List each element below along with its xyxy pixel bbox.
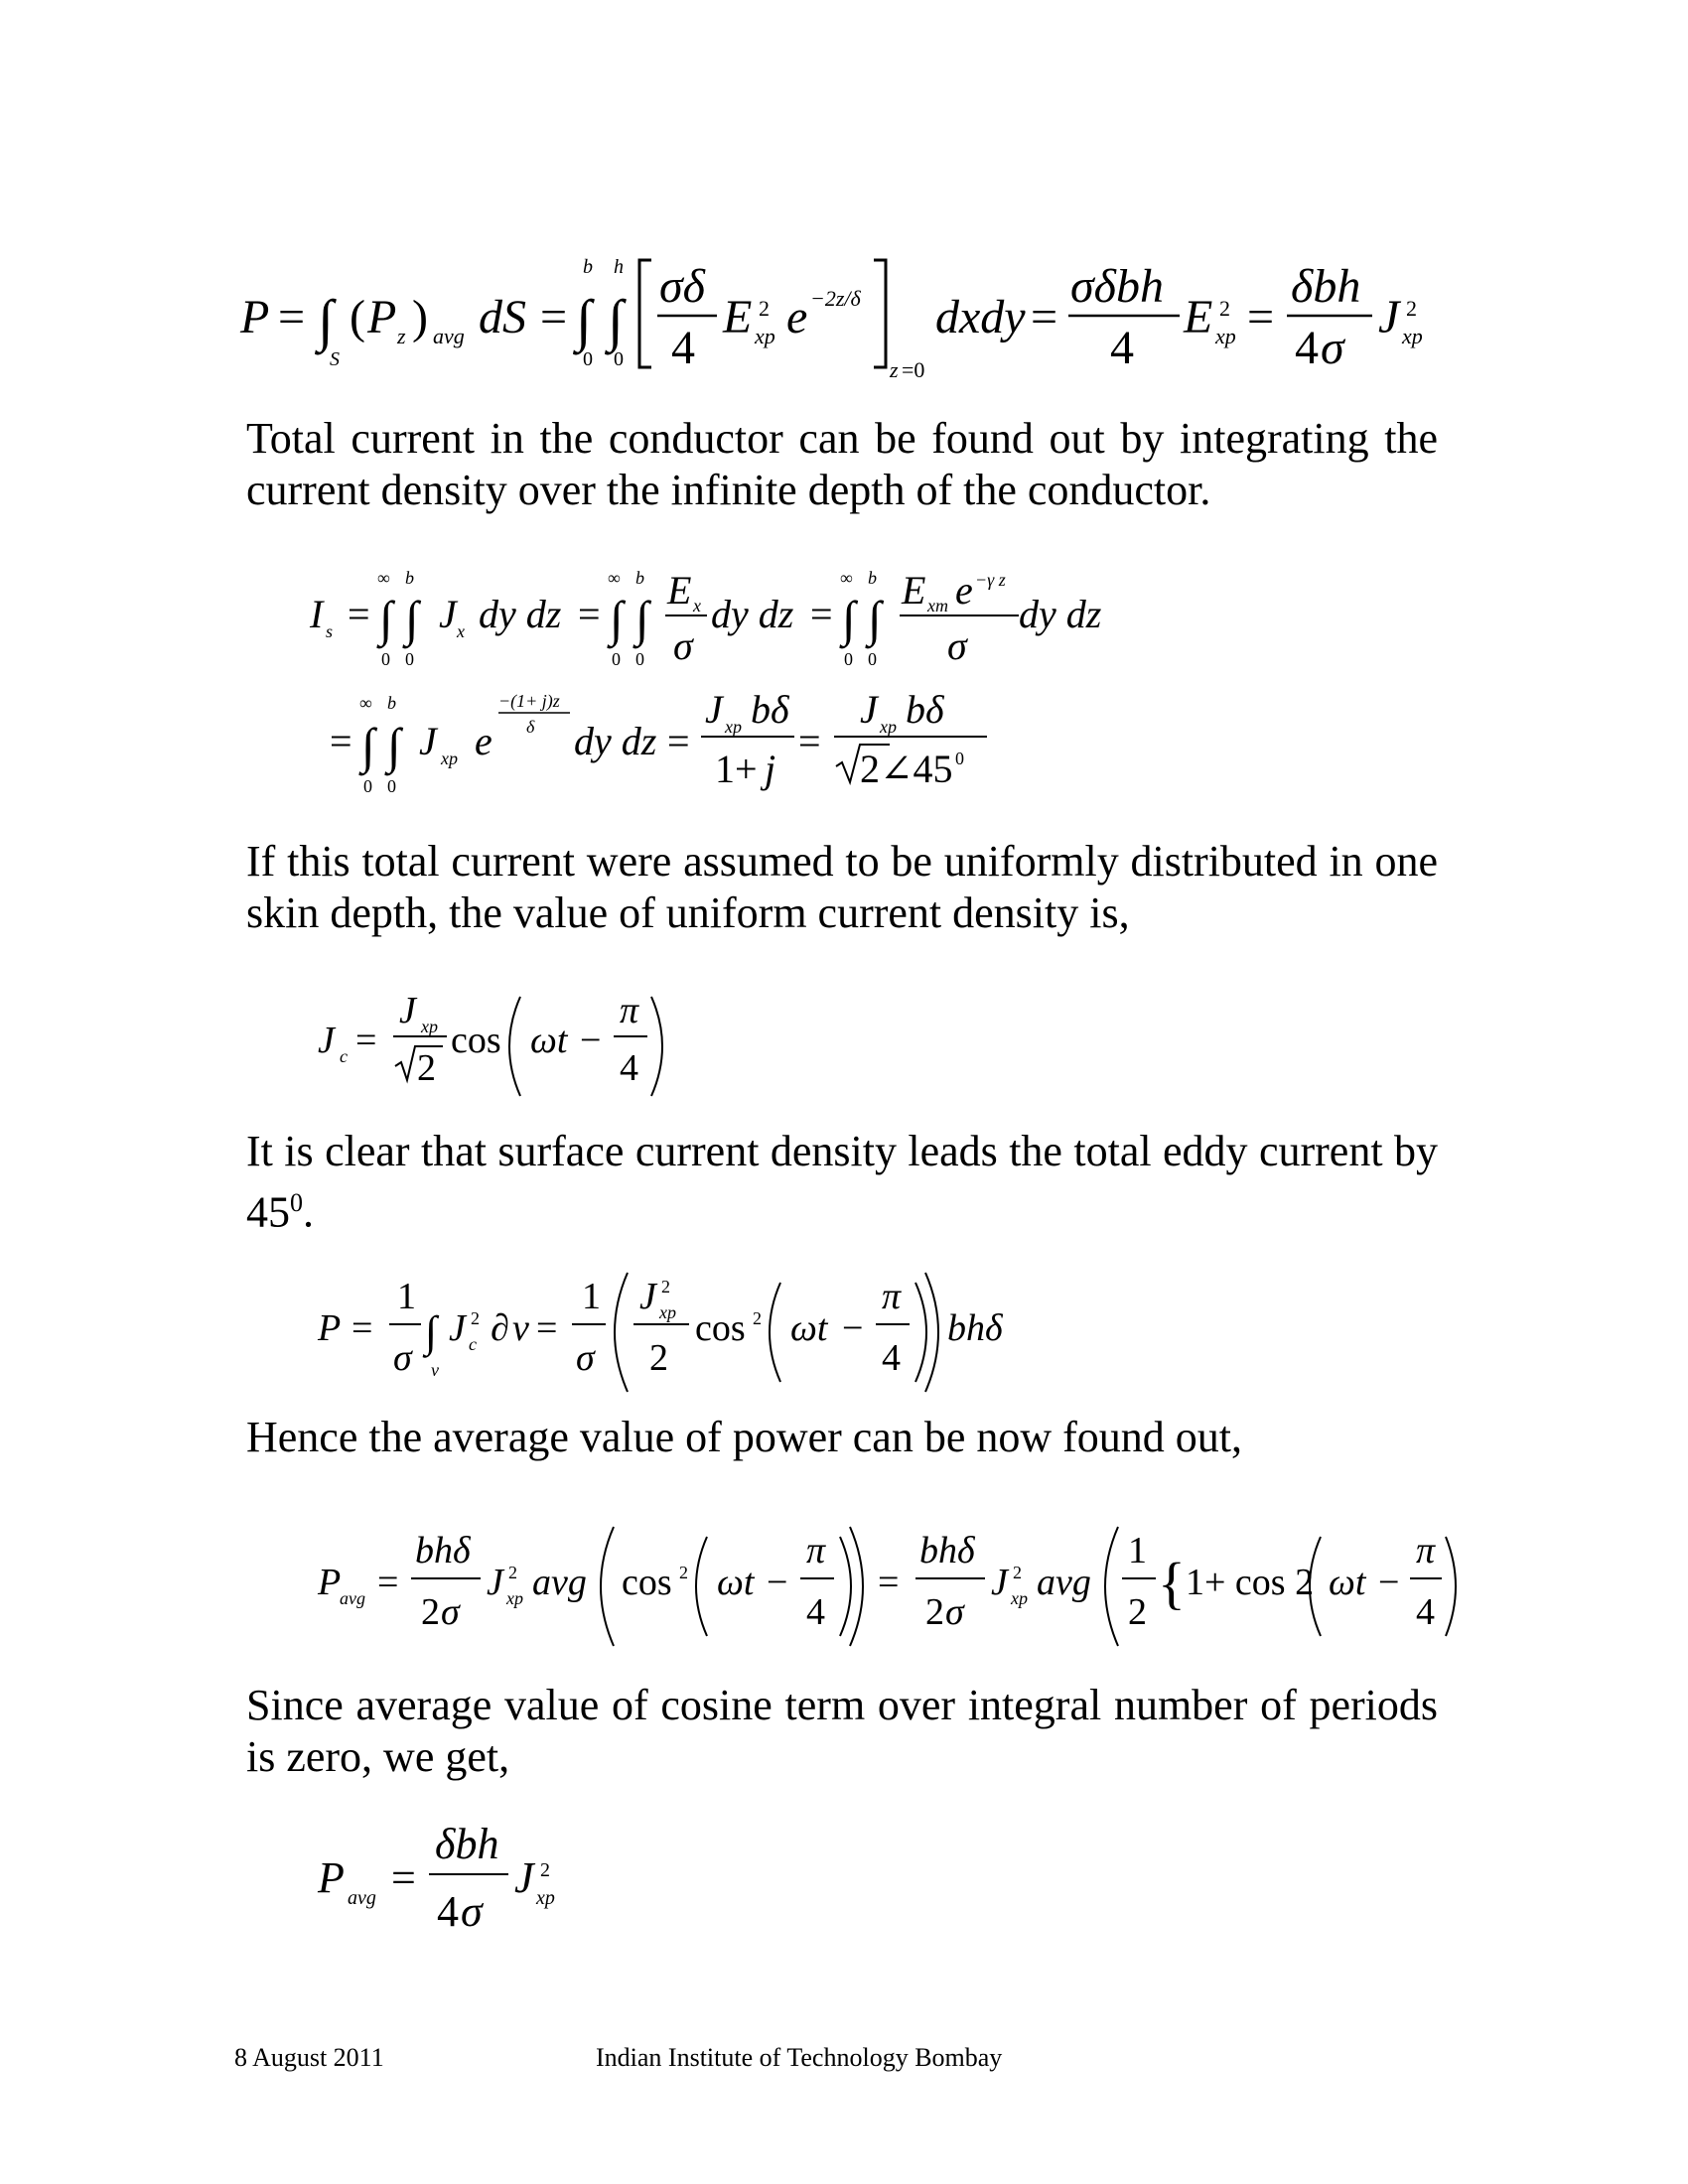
- svg-text:J: J: [1378, 291, 1400, 343]
- svg-text:2∠45: 2∠45: [860, 747, 953, 791]
- svg-text:∫: ∫: [608, 288, 624, 352]
- svg-text:J: J: [514, 1853, 534, 1902]
- svg-text:2: 2: [759, 296, 770, 321]
- svg-text:xp: xp: [725, 717, 742, 737]
- svg-text:σ: σ: [576, 1337, 595, 1379]
- svg-text:0: 0: [844, 649, 853, 669]
- equation-power-cos-squared: [316, 1269, 1011, 1403]
- svg-text:=: =: [330, 719, 352, 763]
- svg-text:bhδ: bhδ: [947, 1307, 1003, 1349]
- svg-text:e: e: [955, 568, 973, 613]
- svg-text:x: x: [693, 596, 701, 615]
- svg-text:dy dz: dy dz: [574, 719, 657, 763]
- svg-text:σ: σ: [947, 623, 967, 668]
- paragraph-text: It is clear that surface current density leads the total eddy current by 45: [246, 1127, 1438, 1237]
- svg-text:avg: avg: [532, 1562, 587, 1603]
- svg-text:4: 4: [1295, 322, 1319, 374]
- svg-text:1: 1: [582, 1276, 601, 1317]
- svg-text:2: 2: [1406, 296, 1417, 321]
- svg-text:dS: dS: [479, 291, 526, 343]
- svg-text:avg: avg: [348, 1887, 376, 1909]
- equation-uniform-current-density: [316, 983, 673, 1107]
- svg-text:∫: ∫: [387, 718, 401, 773]
- svg-text:=: =: [1031, 291, 1058, 343]
- svg-text:J: J: [991, 1562, 1008, 1603]
- svg-text:1: 1: [1128, 1530, 1147, 1571]
- svg-text:=: =: [1247, 291, 1275, 343]
- svg-text:xp: xp: [1011, 1588, 1028, 1608]
- equation-average-power-integral: [238, 248, 1450, 392]
- svg-text:b: b: [583, 256, 593, 278]
- svg-text:j: j: [765, 747, 776, 791]
- svg-text:E: E: [902, 568, 926, 613]
- svg-text:0: 0: [868, 649, 877, 669]
- svg-text:π: π: [806, 1530, 826, 1571]
- paragraph-total-current: Total current in the conductor can be found out by integrating the current density over the infinite depth of the conductor.: [246, 414, 1438, 514]
- svg-text:0: 0: [583, 348, 593, 370]
- svg-text:−: −: [767, 1562, 788, 1603]
- svg-text:=: =: [810, 592, 833, 636]
- svg-text:J: J: [487, 1562, 503, 1603]
- svg-text:xp: xp: [1215, 324, 1236, 348]
- svg-text:avg: avg: [1037, 1562, 1091, 1603]
- svg-text:bhδ: bhδ: [415, 1530, 471, 1571]
- svg-text:J: J: [860, 687, 878, 732]
- svg-text:0: 0: [381, 649, 390, 669]
- svg-text:=: =: [798, 719, 821, 763]
- svg-text:J: J: [449, 1307, 466, 1349]
- svg-text:∞: ∞: [359, 693, 372, 713]
- svg-text:J: J: [419, 719, 437, 763]
- svg-text:2: 2: [1013, 1563, 1022, 1582]
- svg-text:σδ: σδ: [659, 260, 705, 313]
- svg-text:I: I: [310, 592, 324, 636]
- svg-text:): ): [412, 291, 428, 343]
- svg-text:E: E: [667, 568, 692, 613]
- svg-text:∫: ∫: [868, 591, 882, 646]
- degree-superscript: 0: [290, 1188, 303, 1217]
- svg-text:σ: σ: [461, 1887, 483, 1936]
- svg-text:∫: ∫: [318, 288, 334, 352]
- svg-text:0: 0: [387, 776, 396, 796]
- svg-text:1+ cos 2: 1+ cos 2: [1186, 1562, 1315, 1603]
- svg-text:0: 0: [635, 649, 644, 669]
- svg-text:2: 2: [417, 1047, 436, 1089]
- svg-text:P: P: [367, 291, 397, 343]
- svg-text:xp: xp: [536, 1887, 555, 1909]
- svg-text:b: b: [405, 568, 414, 588]
- svg-text:π: π: [1416, 1530, 1436, 1571]
- svg-text:cos: cos: [695, 1307, 746, 1349]
- svg-text:E: E: [1184, 291, 1213, 343]
- svg-text:2: 2: [753, 1308, 762, 1328]
- svg-text:avg: avg: [433, 324, 465, 348]
- equation-average-power-expansion: [316, 1523, 1458, 1657]
- svg-text:P: P: [318, 1307, 342, 1349]
- svg-text:−: −: [580, 1020, 602, 1061]
- svg-text:dy dz: dy dz: [1019, 592, 1102, 636]
- svg-text:−2z/δ: −2z/δ: [810, 286, 861, 311]
- svg-text:{: {: [1158, 1551, 1186, 1615]
- svg-text:−: −: [1378, 1562, 1400, 1603]
- svg-text:∫: ∫: [576, 288, 592, 352]
- svg-text:J: J: [705, 687, 723, 732]
- svg-text:−γ z: −γ z: [975, 570, 1006, 590]
- svg-text:xp: xp: [506, 1588, 523, 1608]
- svg-text:∫: ∫: [405, 591, 419, 646]
- svg-text:J: J: [318, 1020, 335, 1061]
- svg-text:c: c: [469, 1334, 477, 1354]
- svg-text:avg: avg: [340, 1588, 365, 1608]
- svg-text:σ: σ: [441, 1591, 460, 1633]
- svg-text:P: P: [318, 1562, 342, 1603]
- svg-text:ωt: ωt: [530, 1020, 568, 1061]
- svg-text:4: 4: [671, 322, 695, 374]
- svg-text:=: =: [536, 1307, 558, 1349]
- svg-text:0: 0: [363, 776, 372, 796]
- paragraph-end: .: [303, 1187, 314, 1237]
- svg-text:e: e: [786, 291, 808, 343]
- svg-text:=: =: [667, 719, 690, 763]
- svg-text:v: v: [512, 1307, 529, 1349]
- svg-text:=: =: [578, 592, 601, 636]
- paragraph-surface-current-leads: [246, 1126, 1438, 1239]
- svg-text:σ: σ: [393, 1337, 412, 1379]
- svg-text:∂: ∂: [491, 1307, 509, 1349]
- svg-text:xp: xp: [1402, 324, 1423, 348]
- svg-text:=: =: [348, 592, 370, 636]
- svg-text:∫: ∫: [361, 718, 375, 773]
- svg-text:ωt: ωt: [790, 1307, 828, 1349]
- svg-text:z: z: [397, 324, 406, 348]
- svg-text:ωt: ωt: [1329, 1562, 1366, 1603]
- svg-text:−: −: [842, 1307, 864, 1349]
- svg-text:4: 4: [437, 1887, 459, 1936]
- svg-text:2: 2: [661, 1277, 670, 1297]
- footer-date: 8 August 2011: [234, 2043, 384, 2072]
- svg-text:c: c: [340, 1046, 348, 1066]
- svg-text:=: =: [278, 291, 306, 343]
- svg-text:ωt: ωt: [717, 1562, 755, 1603]
- svg-text:∫: ∫: [425, 1307, 438, 1356]
- svg-text:∫: ∫: [842, 591, 856, 646]
- svg-text:b: b: [868, 568, 877, 588]
- svg-text:4: 4: [1416, 1591, 1435, 1633]
- svg-text:2: 2: [925, 1591, 944, 1633]
- svg-text:=: =: [355, 1020, 377, 1061]
- svg-text:P: P: [240, 291, 270, 343]
- equation-total-current-result: [328, 683, 1023, 817]
- svg-text:δ: δ: [526, 717, 535, 737]
- svg-text:δbh: δbh: [1291, 260, 1361, 313]
- svg-text:4: 4: [1110, 322, 1134, 374]
- svg-text:2: 2: [421, 1591, 440, 1633]
- svg-text:bhδ: bhδ: [919, 1530, 975, 1571]
- svg-text:2: 2: [508, 1563, 517, 1582]
- svg-text:2: 2: [1128, 1591, 1147, 1633]
- svg-text:xp: xp: [421, 1017, 438, 1036]
- svg-text:∞: ∞: [840, 568, 853, 588]
- svg-text:P: P: [318, 1853, 345, 1902]
- svg-text:4: 4: [620, 1047, 638, 1089]
- svg-text:dy dz: dy dz: [711, 592, 794, 636]
- svg-text:0: 0: [955, 749, 964, 768]
- svg-text:x: x: [457, 621, 465, 641]
- svg-text:σ: σ: [945, 1591, 964, 1633]
- svg-text:=0: =0: [902, 357, 925, 382]
- svg-text:π: π: [620, 990, 639, 1031]
- svg-text:S: S: [330, 348, 340, 370]
- svg-text:2: 2: [679, 1563, 688, 1582]
- svg-text:4: 4: [882, 1337, 901, 1379]
- paragraph-cosine-average: Since average value of cosine term over integral number of periods is zero, we get,: [246, 1681, 1438, 1781]
- svg-text:(: (: [350, 291, 365, 343]
- svg-text:bδ: bδ: [751, 687, 789, 732]
- svg-text:b: b: [635, 568, 644, 588]
- svg-text:=: =: [377, 1562, 399, 1603]
- svg-text:v: v: [431, 1360, 439, 1380]
- svg-text:e: e: [475, 719, 492, 763]
- svg-text:∞: ∞: [608, 568, 621, 588]
- svg-text:J: J: [639, 1276, 656, 1317]
- equation-total-current: [308, 566, 1122, 690]
- svg-text:∫: ∫: [379, 591, 393, 646]
- equation-average-power-final: [316, 1819, 614, 1953]
- svg-text:h: h: [614, 256, 624, 278]
- svg-text:xp: xp: [755, 324, 775, 348]
- svg-text:dy dz: dy dz: [479, 592, 562, 636]
- svg-text:=: =: [878, 1562, 900, 1603]
- svg-text:dxdy: dxdy: [935, 291, 1026, 343]
- svg-text:2: 2: [471, 1308, 480, 1328]
- svg-text:xp: xp: [880, 717, 897, 737]
- svg-text:1: 1: [397, 1276, 416, 1317]
- svg-text:0: 0: [612, 649, 621, 669]
- svg-text:cos: cos: [622, 1562, 672, 1603]
- svg-text:xp: xp: [441, 749, 458, 768]
- svg-text:σ: σ: [673, 623, 693, 668]
- svg-text:0: 0: [614, 348, 624, 370]
- svg-text:E: E: [723, 291, 753, 343]
- svg-text:1+: 1+: [715, 747, 758, 791]
- svg-text:b: b: [387, 693, 396, 713]
- svg-text:4: 4: [806, 1591, 825, 1633]
- svg-text:0: 0: [405, 649, 414, 669]
- paragraph-average-power: Hence the average value of power can be now found out,: [246, 1413, 1243, 1461]
- svg-text:σ: σ: [1321, 322, 1344, 374]
- svg-text:−(1+ j)z: −(1+ j)z: [498, 691, 560, 711]
- svg-text:π: π: [882, 1276, 902, 1317]
- footer-institute: Indian Institute of Technology Bombay: [596, 2043, 1003, 2072]
- svg-text:J: J: [399, 990, 416, 1031]
- svg-text:z: z: [890, 357, 899, 382]
- svg-text:=: =: [391, 1853, 416, 1902]
- svg-text:=: =: [540, 291, 568, 343]
- svg-text:σδbh: σδbh: [1070, 260, 1164, 313]
- svg-text:∞: ∞: [377, 568, 390, 588]
- svg-text:cos: cos: [451, 1020, 501, 1061]
- paragraph-uniform-current: If this total current were assumed to be uniformly distributed in one skin depth, the value of uniform current density is,: [246, 837, 1438, 937]
- svg-text:xp: xp: [659, 1302, 676, 1322]
- svg-text:J: J: [439, 592, 457, 636]
- svg-text:bδ: bδ: [906, 687, 944, 732]
- svg-text:2: 2: [649, 1337, 668, 1379]
- svg-text:xm: xm: [927, 596, 948, 615]
- svg-text:2: 2: [540, 1859, 550, 1881]
- svg-text:∫: ∫: [635, 591, 649, 646]
- svg-text:∫: ∫: [610, 591, 624, 646]
- svg-text:2: 2: [1219, 296, 1230, 321]
- svg-text:=: =: [352, 1307, 373, 1349]
- svg-text:δbh: δbh: [435, 1820, 499, 1868]
- svg-text:s: s: [326, 621, 334, 641]
